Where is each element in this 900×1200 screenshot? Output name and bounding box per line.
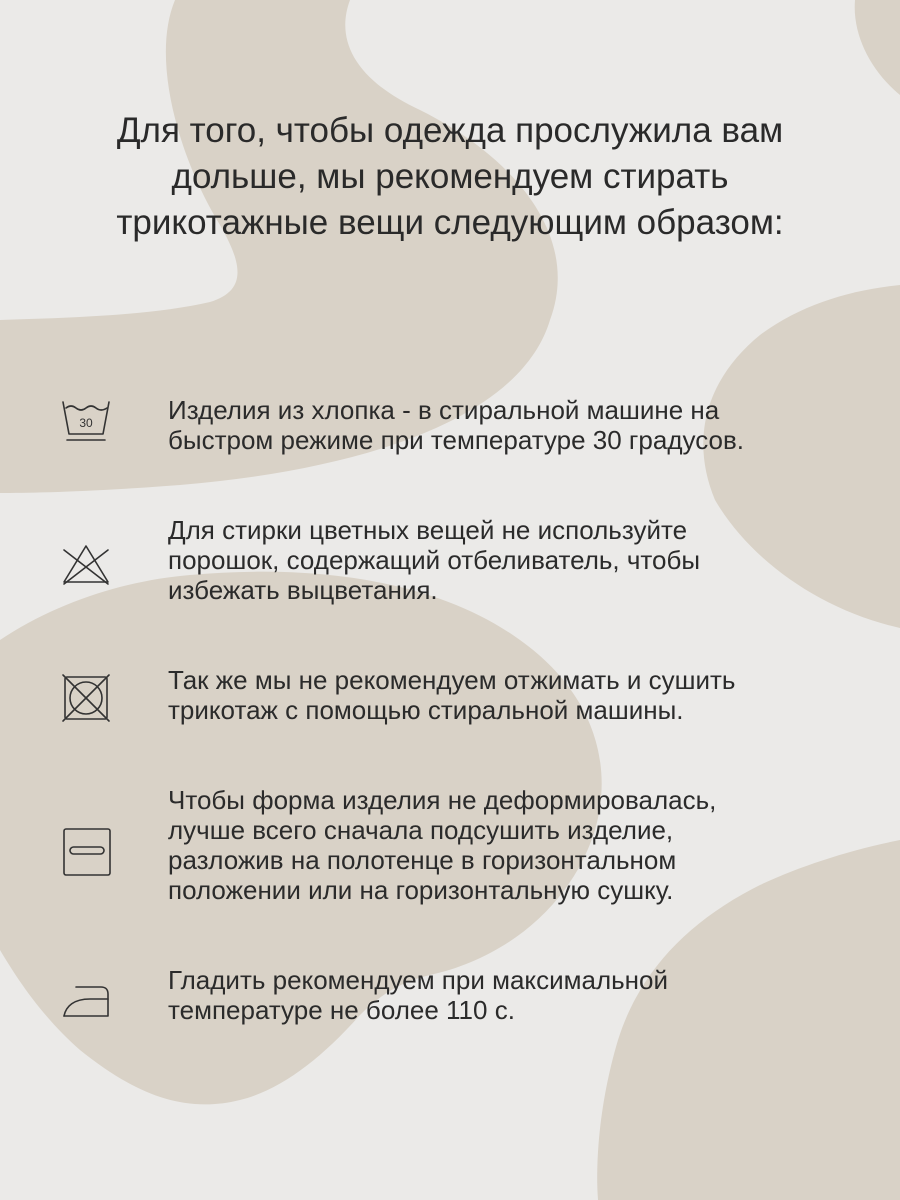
care-item-no-tumble-dry [168, 665, 868, 725]
care-item-line: избежать выцветания. [168, 575, 438, 605]
care-item-line: Так же мы не рекомендуем отжимать и сушить [168, 665, 736, 695]
svg-text:30: 30 [79, 416, 93, 430]
care-item-line: Чтобы форма изделия не деформировалась, [168, 785, 717, 815]
page-title [40, 108, 860, 246]
title-line: трикотажные вещи следующим образом: [116, 203, 784, 242]
care-item-wash [168, 395, 868, 455]
care-item-line: быстром режиме при температуре 30 градусов. [168, 425, 744, 455]
background-blob-top-right [855, 0, 900, 95]
care-item-line: Для стирки цветных вещей не используйте [168, 515, 688, 545]
title-line: Для того, чтобы одежда прослужила вам [116, 111, 784, 150]
no-tumble-dry-icon [60, 672, 112, 724]
care-item-iron [168, 965, 868, 1025]
title-line: дольше, мы рекомендуем стирать [171, 157, 729, 196]
care-item-line: порошок, содержащий отбеливатель, чтобы [168, 545, 701, 575]
care-item-line: трикотаж с помощью стиральной машины. [168, 695, 684, 725]
care-item-line: разложив на полотенце в горизонтальном [168, 845, 677, 875]
care-item-no-bleach [168, 515, 868, 605]
care-item-dry-flat [168, 785, 868, 905]
no-bleach-icon [60, 540, 112, 592]
care-item-line: Гладить рекомендуем при максимальной [168, 965, 669, 995]
wash-30-icon [60, 396, 112, 448]
care-item-line: температуре не более 110 с. [168, 995, 515, 1025]
iron-icon [60, 976, 112, 1028]
care-item-line: лучше всего сначала подсушить изделие, [168, 815, 674, 845]
care-item-line: положении или на горизонтальную сушку. [168, 875, 674, 905]
care-item-line: Изделия из хлопка - в стиральной машине на [168, 395, 720, 425]
dry-flat-icon [60, 826, 112, 878]
